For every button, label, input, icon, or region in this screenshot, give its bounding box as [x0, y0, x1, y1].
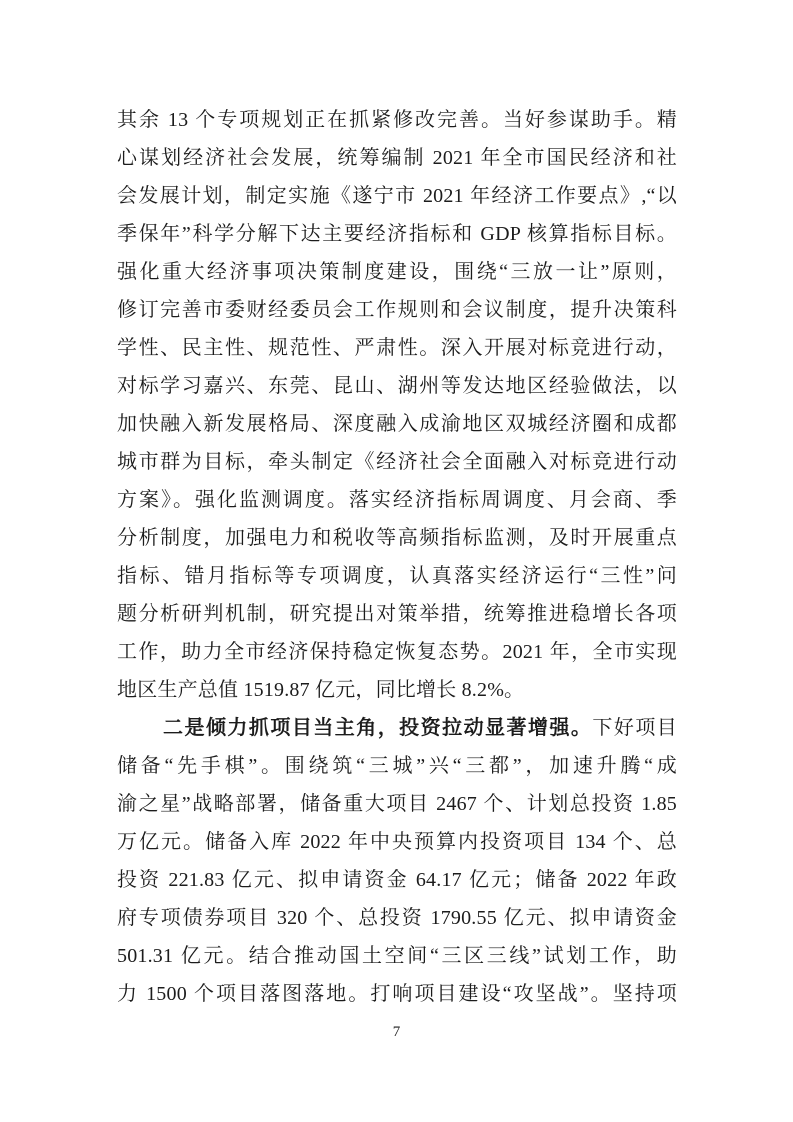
text-line: 修订完善市委财经委员会工作规则和会议制度，提升决策科 — [117, 299, 677, 321]
text-line: 指标、错月指标等专项调度，认真落实经济运行“三性”问 — [117, 565, 677, 587]
text-line: 501.31 亿元。结合推动国土空间“三区三线”试划工作，助 — [117, 945, 677, 967]
text-line: 投资 221.83 亿元、拟申请资金 64.17 亿元；储备 2022 年政 — [117, 869, 677, 891]
paragraph-two — [117, 709, 677, 1013]
text-line: 城市群为目标，牵头制定《经济社会全面融入对标竞进行动 — [117, 451, 677, 473]
text-block — [117, 101, 677, 1013]
text-line: 地区生产总值 1519.87 亿元，同比增长 8.2%。 — [117, 679, 525, 701]
text-line: 万亿元。储备入库 2022 年中央预算内投资项目 134 个、总 — [117, 831, 677, 853]
text-line: 对标学习嘉兴、东莞、昆山、湖州等发达地区经验做法，以 — [117, 375, 677, 397]
page-number: 7 — [392, 1024, 401, 1040]
text-line: 题分析研判机制，研究提出对策举措，统筹推进稳增长各项 — [117, 603, 677, 625]
text-line — [117, 709, 677, 747]
text-line: 府专项债券项目 320 个、总投资 1790.55 亿元、拟申请资金 — [117, 907, 677, 929]
text-line: 储备“先手棋”。围绕筑“三城”兴“三都”，加速升腾“成 — [117, 755, 677, 777]
text-line: 其余 13 个专项规划正在抓紧修改完善。当好参谋助手。精 — [117, 109, 677, 131]
paragraph-lead-bold: 二是倾力抓项目当主角，投资拉动显著增强。 — [163, 717, 593, 739]
text-line: 加快融入新发展格局、深度融入成渝地区双城经济圈和成都 — [117, 413, 677, 435]
text-line: 渝之星”战略部署，储备重大项目 2467 个、计划总投资 1.85 — [117, 793, 677, 815]
paragraph-continued — [117, 101, 677, 709]
text-line: 工作，助力全市经济保持稳定恢复态势。2021 年，全市实现 — [117, 641, 677, 663]
text-line: 力 1500 个项目落图落地。打响项目建设“攻坚战”。坚持项 — [117, 983, 677, 1005]
text-line: 心谋划经济社会发展，统筹编制 2021 年全市国民经济和社 — [117, 147, 677, 169]
text-line: 季保年”科学分解下达主要经济指标和 GDP 核算指标目标。 — [117, 223, 677, 245]
text-line: 强化重大经济事项决策制度建设，围绕“三放一让”原则， — [117, 261, 677, 283]
text-line: 学性、民主性、规范性、严肃性。深入开展对标竞进行动， — [117, 337, 677, 359]
paragraph-lead-rest: 下好项目 — [592, 717, 677, 739]
text-line: 方案》。强化监测调度。落实经济指标周调度、月会商、季 — [117, 489, 677, 511]
text-line: 分析制度，加强电力和税收等高频指标监测，及时开展重点 — [117, 527, 677, 549]
text-line: 会发展计划，制定实施《遂宁市 2021 年经济工作要点》,“以 — [117, 185, 677, 207]
